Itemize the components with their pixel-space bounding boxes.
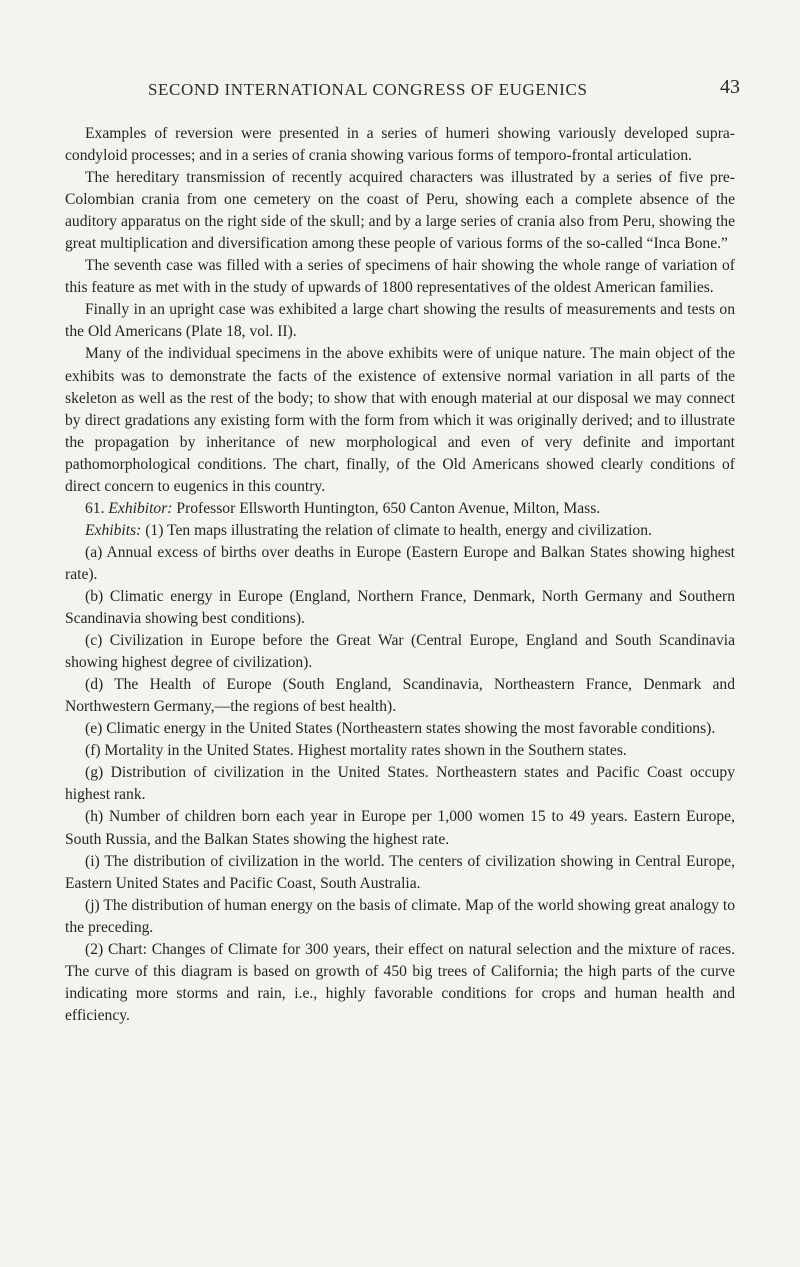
body-text bbox=[65, 123, 735, 1027]
list-item-c bbox=[65, 630, 735, 674]
paragraph-text: (b) Climatic energy in Europe (England, Northern France, Denmark, North Germany and Southern Scandinavia showing best conditions). bbox=[65, 587, 735, 628]
list-item-d bbox=[65, 674, 735, 718]
list-item-a bbox=[65, 542, 735, 586]
list-item-b bbox=[65, 586, 735, 630]
paragraph-text: (f) Mortality in the United States. Highest mortality rates shown in the Southern states. bbox=[85, 742, 627, 760]
exhibits-label: Exhibits: bbox=[85, 521, 142, 539]
paragraph-text: Examples of reversion were presented in a series of humeri showing variously developed supra-condyloid processes; and in a series of crania showing various forms of temporo-frontal articulation. bbox=[65, 125, 735, 165]
list-item-j bbox=[65, 895, 735, 939]
paragraph-hereditary-transmission bbox=[65, 167, 735, 255]
paragraph-exhibitor bbox=[65, 498, 735, 520]
paragraph-text: (1) Ten maps illustrating the relation of climate to health, energy and civilization. bbox=[141, 521, 652, 539]
paragraph-reversion bbox=[65, 123, 735, 167]
paragraph-text: (2) Chart: Changes of Climate for 300 years, their effect on natural selection and the mixture of races. The curve of this diagram is based on growth of 450 big trees of California; the high parts of the curve indicating more storms and rain, i.e., highly favorable conditions for crops and human health and efficiency. bbox=[65, 940, 735, 1024]
paragraph-text: (g) Distribution of civilization in the United States. Northeastern states and Pacific Coast occupy highest rank. bbox=[65, 764, 735, 804]
paragraph-text: Finally in an upright case was exhibited a large chart showing the results of measurements and tests on the Old Americans (Plate 18, vol. II). bbox=[65, 301, 735, 341]
paragraph-text: (j) The distribution of human energy on the basis of climate. Map of the world showing great analogy to the preceding. bbox=[65, 896, 735, 936]
page-header bbox=[60, 78, 740, 108]
entry-number: 61. bbox=[85, 499, 109, 517]
paragraph-text: (h) Number of children born each year in Europe per 1,000 women 15 to 49 years. Eastern Europe, South Russia, and the Balkan States showing the highest rate. bbox=[65, 808, 735, 848]
paragraph-text: (e) Climatic energy in the United States (Northeastern states showing the most favorable conditions). bbox=[85, 720, 716, 738]
paragraph-seventh-case bbox=[65, 255, 735, 299]
exhibitor-label: Exhibitor: bbox=[108, 499, 173, 517]
paragraph-text: Professor Ellsworth Huntington, 650 Canton Avenue, Milton, Mass. bbox=[172, 499, 601, 517]
paragraph-unique-specimens bbox=[65, 343, 735, 497]
paragraph-exhibits bbox=[65, 520, 735, 542]
list-item-f bbox=[65, 740, 735, 762]
paragraph-upright-case bbox=[65, 299, 735, 343]
running-head: SECOND INTERNATIONAL CONGRESS OF EUGENICS bbox=[148, 80, 588, 99]
paragraph-chart-exhibit bbox=[65, 939, 735, 1027]
list-item-e bbox=[65, 718, 735, 740]
paragraph-text: (i) The distribution of civilization in the world. The centers of civilization showing in Central Europe, Eastern United States and Pacific Coast, South Australia. bbox=[65, 852, 735, 892]
list-item-h bbox=[65, 806, 735, 850]
page-number: 43 bbox=[720, 76, 740, 98]
paragraph-text: The seventh case was filled with a series of specimens of hair showing the whole range of variation of this feature as met with in the study of upwards of 1800 representatives of the oldest American families. bbox=[65, 257, 735, 297]
list-item-i bbox=[65, 851, 735, 895]
paragraph-text: (d) The Health of Europe (South England, Scandinavia, Northeastern France, Denmark and Northwestern Germany,—the regions of best health). bbox=[65, 676, 735, 716]
paragraph-text: (c) Civilization in Europe before the Great War (Central Europe, England and South Scandinavia showing highest degree of civilization). bbox=[65, 632, 735, 672]
list-item-g bbox=[65, 762, 735, 806]
paragraph-text: (a) Annual excess of births over deaths in Europe (Eastern Europe and Balkan States showing highest rate). bbox=[65, 543, 735, 583]
paragraph-text: Many of the individual specimens in the above exhibits were of unique nature. The main object of the exhibits was to demonstrate the facts of the existence of extensive normal variation in all parts of the skeleton as well as the rest of the body; to show that with enough material at our disposal we may connect by direct gradations any existing form with the form from which it was originally derived; and to illustrate the propagation by inheritance of new morphological and even of very definite and important pathomorphological conditions. The chart, finally, of the Old Americans showed clearly conditions of direct concern to eugenics in this country. bbox=[65, 345, 735, 495]
paragraph-text: The hereditary transmission of recently acquired characters was illustrated by a series of five pre-Colombian crania from one cemetery on the coast of Peru, showing each a complete absence of the auditory apparatus on the right side of the skull; and by a large series of crania also from Peru, showing the great multiplication and diversification among these people of various forms of the so-called “Inca Bone.” bbox=[65, 169, 735, 253]
